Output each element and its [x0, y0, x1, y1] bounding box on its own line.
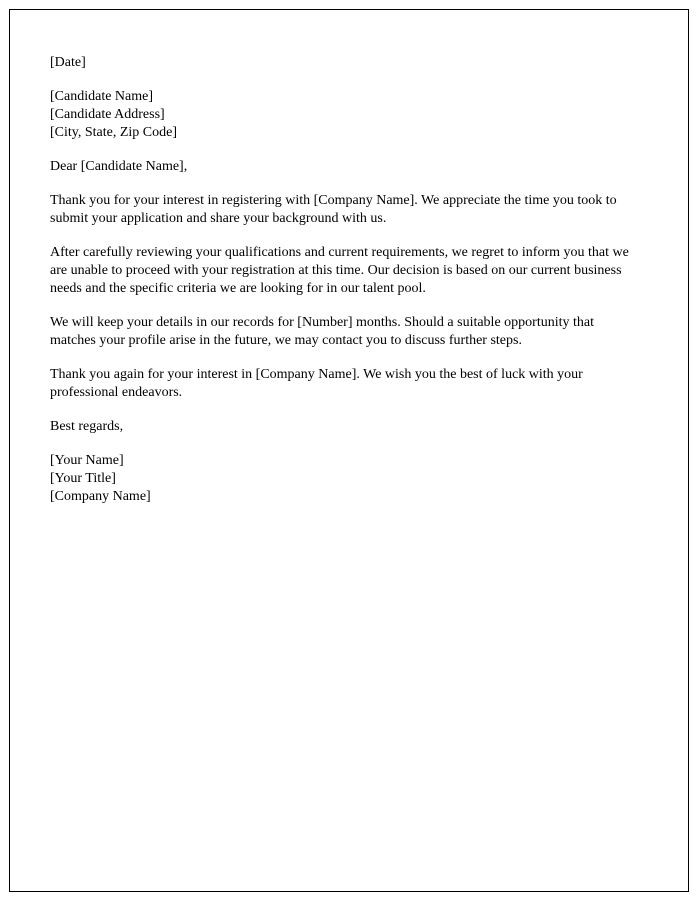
recipient-block [50, 88, 640, 142]
paragraph-rejection: After carefully reviewing your qualifications and current requirements, we regret to inform you that we are unable to proceed with your registration at this time. Our decision is based on our current business needs and the specific criteria we are looking for in our talent pool. [50, 245, 633, 296]
recipient-name: [Candidate Name] [50, 89, 154, 104]
signature-block [50, 452, 640, 506]
date-block [50, 54, 640, 72]
salutation-line: Dear [Candidate Name], [50, 159, 188, 174]
closing-line: Best regards, [50, 419, 124, 434]
date-placeholder: [Date] [50, 55, 86, 70]
recipient-address: [Candidate Address] [50, 107, 165, 122]
paragraph-thanks: Thank you for your interest in registering with [Company Name]. We appreciate the time you took to submit your application and share your background with us. [50, 193, 621, 226]
paragraph-wishes: Thank you again for your interest in [Company Name]. We wish you the best of luck with your professional endeavors. [50, 367, 587, 400]
salutation [50, 158, 640, 176]
letter-page [9, 9, 689, 892]
closing [50, 418, 640, 436]
recipient-city-state-zip: [City, State, Zip Code] [50, 125, 178, 140]
signature-name: [Your Name] [50, 453, 124, 468]
signature-company: [Company Name] [50, 489, 151, 504]
paragraph-records: We will keep your details in our records for [Number] months. Should a suitable opportunity that matches your profile arise in the future, we may contact you to discuss further steps. [50, 315, 598, 348]
signature-title: [Your Title] [50, 471, 116, 486]
